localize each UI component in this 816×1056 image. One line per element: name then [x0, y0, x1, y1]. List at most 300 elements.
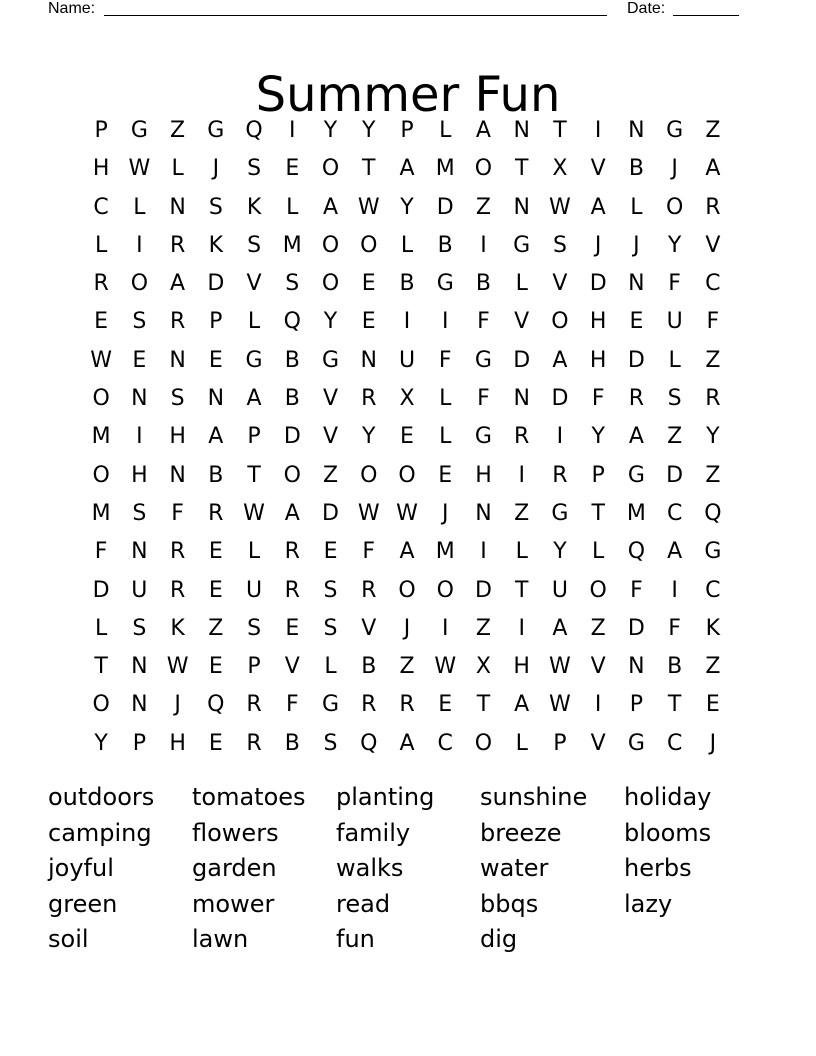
grid-letter: M [91, 500, 111, 526]
grid-letter: A [322, 194, 339, 220]
grid-letter: N [131, 539, 148, 565]
header [48, 0, 748, 20]
grid-letter: I [441, 615, 449, 641]
grid-row [82, 418, 732, 456]
grid-letter: E [208, 539, 223, 565]
grid-letter: A [399, 156, 415, 182]
grid-letter: T [514, 577, 529, 603]
grid-letter: H [169, 424, 186, 450]
grid-letter: D [551, 386, 569, 412]
grid-letter: O [360, 462, 378, 488]
grid-letter: Y [667, 232, 682, 258]
grid-letter: H [475, 462, 492, 488]
grid-letter: I [518, 462, 525, 488]
grid-letter: N [513, 118, 530, 143]
grid-letter: D [283, 424, 301, 450]
grid-letter: Y [362, 424, 376, 450]
grid-letter: A [399, 730, 415, 756]
grid-letter: J [633, 232, 640, 258]
grid-row [82, 610, 732, 648]
grid-letter: V [590, 730, 606, 756]
grid-letter: W [549, 654, 571, 680]
grid-letter: I [480, 232, 487, 258]
grid-letter: D [322, 500, 339, 526]
grid-letter: G [130, 118, 148, 143]
grid-row [82, 303, 732, 341]
grid-letter: I [594, 118, 602, 143]
grid-letter: C [437, 730, 453, 756]
grid-letter: R [552, 462, 568, 488]
grid-letter: H [131, 462, 148, 488]
grid-letter: L [324, 654, 337, 680]
grid-letter: O [551, 309, 569, 335]
grid-letter: Z [514, 500, 530, 526]
grid-letter: K [208, 232, 224, 258]
grid-letter: I [441, 309, 449, 335]
grid-letter: L [592, 539, 605, 565]
grid-letter: H [513, 654, 530, 680]
grid-letter: K [170, 615, 185, 641]
word-list-item: garden [192, 854, 277, 882]
grid-letter: J [174, 692, 181, 718]
word-list-item: flowers [192, 818, 279, 847]
grid-letter: V [705, 232, 721, 258]
grid-letter: I [289, 118, 296, 143]
grid-letter: L [286, 194, 299, 220]
grid-letter: Y [400, 194, 414, 220]
grid-letter: V [361, 615, 377, 641]
grid-letter: A [590, 194, 606, 220]
grid-letter: U [246, 577, 263, 603]
grid-letter: E [438, 462, 453, 488]
grid-letter: E [94, 309, 109, 335]
grid-letter: F [477, 386, 490, 412]
grid-letter: F [630, 577, 643, 603]
grid-letter: V [514, 309, 530, 335]
grid-letter: U [398, 347, 416, 373]
grid-letter: P [553, 730, 567, 756]
grid-letter: P [629, 692, 644, 718]
word-list-item: joyful [48, 854, 114, 882]
grid-letter: W [549, 692, 571, 718]
grid-letter: O [665, 194, 684, 220]
grid-letter: P [132, 730, 146, 756]
grid-letter: F [668, 615, 681, 641]
grid-letter: D [627, 615, 645, 641]
grid-letter: L [247, 309, 261, 335]
grid-letter: P [209, 309, 223, 335]
grid-letter: S [323, 577, 338, 603]
grid-letter: Q [627, 539, 646, 565]
grid-letter: R [705, 386, 721, 412]
grid-letter: H [169, 730, 186, 756]
grid-letter: S [552, 232, 567, 258]
grid-letter: E [361, 271, 376, 297]
grid-row [82, 112, 732, 150]
grid-letter: D [589, 271, 607, 297]
grid-letter: Z [322, 462, 339, 488]
grid-letter: O [321, 232, 340, 258]
grid-letter: E [629, 309, 644, 335]
grid-letter: A [246, 386, 262, 412]
grid-letter: G [551, 500, 569, 526]
grid-letter: E [323, 539, 338, 565]
grid-letter: R [169, 577, 186, 603]
grid-letter: O [283, 462, 301, 488]
page-title: Summer Fun [255, 67, 561, 124]
word-list-item: lawn [192, 925, 249, 953]
grid-letter: R [514, 424, 530, 450]
grid-letter: B [399, 271, 415, 297]
grid-letter: V [284, 654, 300, 680]
grid-letter: O [474, 730, 493, 756]
grid-letter: J [709, 730, 717, 756]
word-list-item: read [336, 889, 391, 918]
grid-letter: N [169, 194, 186, 220]
grid-letter: L [94, 232, 108, 258]
grid-letter: X [552, 156, 568, 182]
grid-letter: H [92, 156, 110, 182]
grid-letter: A [514, 692, 530, 718]
grid-letter: N [169, 347, 186, 373]
grid-letter: D [207, 271, 225, 297]
grid-letter: G [207, 118, 225, 143]
word-list-item: green [48, 889, 118, 918]
grid-letter: N [628, 118, 645, 143]
word-list-item: camping [48, 818, 152, 847]
grid-letter: Y [94, 730, 108, 756]
grid-letter: O [92, 386, 110, 412]
grid-letter: I [136, 232, 143, 258]
grid-letter: S [132, 500, 147, 526]
grid-letter: F [668, 271, 681, 297]
grid-letter: O [321, 156, 340, 182]
grid-letter: L [439, 386, 452, 412]
grid-letter: L [515, 539, 528, 565]
grid-letter: N [131, 654, 148, 680]
grid-letter: R [208, 500, 224, 526]
grid-letter: A [628, 424, 644, 450]
grid-letter: Y [706, 424, 720, 450]
name-field-line[interactable] [104, 15, 607, 16]
grid-letter: S [208, 194, 223, 220]
grid-letter: D [436, 194, 454, 220]
grid-letter: R [361, 692, 377, 718]
grid-letter: S [247, 156, 262, 182]
grid-letter: U [131, 577, 148, 603]
grid-letter: G [627, 462, 645, 488]
grid-letter: S [170, 386, 185, 412]
grid-letter: F [438, 347, 452, 373]
grid-letter: I [556, 424, 564, 450]
grid-letter: Z [170, 118, 186, 143]
grid-letter: M [626, 500, 646, 526]
grid-letter: K [705, 615, 721, 641]
word-list-item: walks [336, 854, 404, 882]
grid-letter: E [285, 156, 300, 182]
grid-letter: S [132, 309, 147, 335]
grid-letter: H [589, 309, 607, 335]
grid-letter: V [322, 386, 339, 412]
grid-letter: F [285, 692, 299, 718]
grid-letter: P [247, 424, 261, 450]
grid-letter: N [628, 654, 645, 680]
grid-letter: W [90, 347, 112, 373]
grid-letter: L [515, 730, 528, 756]
grid-letter: T [362, 156, 376, 182]
grid-row [82, 227, 732, 265]
grid-letter: Z [667, 424, 683, 450]
grid-letter: B [667, 654, 683, 680]
grid-row [82, 572, 732, 610]
word-list-item: dig [480, 925, 518, 953]
grid-letter: D [92, 577, 110, 603]
grid-letter: A [170, 271, 186, 297]
grid-letter: R [399, 692, 415, 718]
grid-row [82, 189, 732, 227]
grid-letter: L [515, 271, 528, 297]
grid-letter: G [245, 347, 263, 373]
grid-row [82, 686, 732, 724]
grid-letter: L [668, 347, 681, 373]
letter-grid [82, 112, 732, 763]
grid-letter: F [591, 386, 605, 412]
grid-letter: W [396, 500, 418, 526]
word-list-item: tomatoes [192, 783, 306, 811]
grid-letter: L [94, 615, 108, 641]
grid-letter: T [476, 692, 491, 718]
grid-letter: W [243, 500, 265, 526]
grid-letter: O [92, 692, 110, 718]
grid-letter: E [361, 309, 376, 335]
grid-letter: O [360, 232, 378, 258]
grid-letter: Z [705, 347, 721, 373]
grid-letter: E [285, 615, 300, 641]
grid-letter: A [475, 118, 491, 143]
grid-letter: O [474, 156, 493, 182]
grid-letter: R [169, 539, 186, 565]
grid-letter: S [323, 730, 338, 756]
grid-letter: F [171, 500, 184, 526]
date-field-line[interactable] [673, 15, 739, 16]
word-list-item: soil [48, 925, 89, 953]
grid-letter: Q [207, 692, 225, 718]
grid-letter: Y [591, 424, 605, 450]
grid-letter: R [169, 309, 186, 335]
grid-letter: A [552, 347, 568, 373]
grid-row [82, 533, 732, 571]
grid-letter: L [133, 194, 146, 220]
grid-row [82, 495, 732, 533]
word-list-item: family [336, 818, 411, 847]
grid-letter: W [128, 156, 151, 182]
word-list [48, 780, 768, 958]
grid-letter: B [284, 347, 300, 373]
grid-letter: R [361, 577, 377, 603]
grid-letter: V [322, 424, 339, 450]
grid-letter: E [400, 424, 414, 450]
grid-letter: K [246, 194, 262, 220]
grid-row [82, 457, 732, 495]
grid-letter: R [361, 386, 377, 412]
grid-letter: C [705, 577, 721, 603]
word-list-item: herbs [624, 854, 692, 882]
grid-letter: Y [323, 309, 338, 335]
grid-letter: I [594, 692, 602, 718]
grid-letter: G [436, 271, 454, 297]
grid-letter: Q [283, 309, 301, 335]
word-list-item: mower [192, 889, 275, 918]
grid-letter: G [321, 347, 340, 373]
grid-letter: R [93, 271, 109, 297]
grid-letter: X [475, 654, 491, 680]
grid-letter: M [435, 156, 455, 182]
grid-letter: H [589, 347, 607, 373]
grid-letter: B [437, 232, 453, 258]
grid-letter: Q [245, 118, 263, 143]
grid-letter: Y [553, 539, 567, 565]
grid-letter: D [666, 462, 684, 488]
grid-letter: L [630, 194, 643, 220]
grid-letter: O [436, 577, 454, 603]
grid-letter: B [475, 271, 491, 297]
word-list-item: bbqs [480, 889, 539, 918]
date-label: Date: [627, 0, 666, 17]
grid-letter: J [671, 156, 678, 182]
grid-row [82, 648, 732, 686]
grid-letter: I [480, 539, 487, 565]
grid-letter: Z [705, 462, 721, 488]
grid-row [82, 342, 732, 380]
grid-letter: N [513, 194, 530, 220]
grid-letter: G [627, 730, 645, 756]
grid-letter: J [594, 232, 602, 258]
grid-letter: U [551, 577, 568, 603]
grid-letter: A [705, 156, 721, 182]
grid-letter: E [208, 730, 223, 756]
grid-letter: Z [590, 615, 606, 641]
grid-letter: E [132, 347, 147, 373]
grid-letter: F [94, 539, 108, 565]
grid-letter: B [208, 462, 224, 488]
name-label: Name: [48, 0, 96, 17]
grid-letter: M [91, 424, 111, 450]
grid-letter: G [474, 424, 492, 450]
grid-letter: F [362, 539, 376, 565]
grid-letter: C [93, 194, 109, 220]
grid-letter: N [360, 347, 377, 373]
grid-letter: Q [360, 730, 378, 756]
grid-letter: R [246, 692, 262, 718]
grid-letter: M [435, 539, 455, 565]
grid-letter: G [321, 692, 340, 718]
grid-row [82, 150, 732, 188]
grid-letter: E [208, 347, 223, 373]
grid-letter: L [171, 156, 184, 182]
grid-letter: N [628, 271, 645, 297]
grid-letter: M [282, 232, 302, 258]
grid-letter: J [441, 500, 449, 526]
grid-letter: N [131, 692, 148, 718]
grid-letter: I [136, 424, 143, 450]
grid-letter: E [438, 692, 453, 718]
grid-row [82, 265, 732, 303]
grid-letter: Z [208, 615, 224, 641]
word-list-item: water [480, 854, 549, 882]
grid-letter: E [208, 654, 223, 680]
grid-letter: G [513, 232, 531, 258]
grid-letter: F [477, 309, 490, 335]
grid-letter: C [666, 730, 683, 756]
grid-letter: G [474, 347, 492, 373]
grid-letter: Z [475, 194, 491, 220]
grid-letter: B [361, 654, 377, 680]
grid-letter: R [628, 386, 645, 412]
grid-letter: R [284, 539, 300, 565]
grid-row [82, 380, 732, 418]
grid-letter: E [208, 577, 223, 603]
grid-letter: W [434, 654, 457, 680]
grid-letter: S [132, 615, 147, 641]
word-list-item: planting [336, 783, 435, 811]
grid-row [82, 725, 732, 763]
grid-letter: N [169, 462, 186, 488]
grid-letter: N [475, 500, 492, 526]
grid-letter: L [247, 539, 261, 565]
grid-letter: S [323, 615, 338, 641]
grid-letter: T [514, 156, 529, 182]
grid-letter: D [474, 577, 492, 603]
grid-letter: R [284, 577, 300, 603]
grid-letter: Z [399, 654, 415, 680]
grid-letter: Q [704, 500, 722, 526]
grid-letter: I [403, 309, 411, 335]
grid-letter: U [666, 309, 683, 335]
word-list-item: holiday [624, 783, 712, 811]
grid-letter: T [94, 654, 108, 680]
grid-letter: V [590, 654, 606, 680]
grid-letter: P [94, 118, 108, 143]
grid-letter: O [398, 577, 416, 603]
grid-letter: A [399, 539, 415, 565]
grid-letter: S [247, 232, 262, 258]
grid-letter: W [549, 194, 571, 220]
grid-letter: L [400, 232, 414, 258]
grid-letter: O [92, 462, 110, 488]
grid-letter: C [705, 271, 721, 297]
grid-letter: W [357, 194, 380, 220]
grid-letter: G [704, 539, 722, 565]
grid-letter: O [130, 271, 149, 297]
grid-letter: I [518, 615, 525, 641]
grid-letter: J [212, 156, 220, 182]
grid-letter: T [591, 500, 605, 526]
grid-letter: A [552, 615, 568, 641]
grid-letter: T [247, 462, 261, 488]
word-list-item: fun [336, 925, 375, 953]
grid-letter: V [590, 156, 606, 182]
grid-letter: N [131, 386, 148, 412]
grid-letter: P [247, 654, 261, 680]
grid-letter: W [166, 654, 189, 680]
grid-letter: Y [362, 118, 376, 143]
grid-letter: S [667, 386, 682, 412]
grid-letter: J [403, 615, 411, 641]
grid-letter: B [284, 730, 300, 756]
grid-letter: A [284, 500, 300, 526]
grid-letter: F [706, 309, 720, 335]
grid-letter: P [400, 118, 414, 143]
